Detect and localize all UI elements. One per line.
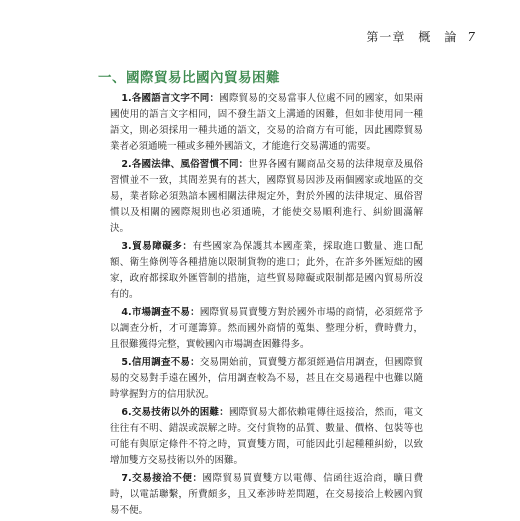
paragraph-heading: 3.貿易障礙多：: [121, 241, 193, 252]
paragraph-3: [110, 239, 423, 303]
body-text: [110, 91, 423, 521]
paragraph-text: 國際貿易買賣雙方對於國外市場的商情，必須經常予以調查分析，才可運籌算。然而國外商情的蒐集、整理分析，費時費力，且很難獲得完整，實較國內市場調查困難得多。: [110, 307, 423, 350]
paragraph-heading: 1.各國語言文字不同：: [121, 93, 220, 104]
paragraph-6: [110, 405, 423, 469]
paragraph-heading: 2.各國法律、風俗習慣不同：: [121, 159, 249, 170]
paragraph-text: 國際貿易大都依賴電傳往返接洽，然而，電文往往有不明、錯誤或誤解之時。交付貨物的品質、數量、價格、包裝等也可能有與原定條件不符之時，買賣雙方間，可能因此引起種種糾紛，以致增加雙方交易技術以外的困難。: [110, 407, 423, 466]
paragraph-1: [110, 91, 423, 155]
paragraph-text: 世界各國有關商品交易的法律規章及風俗習慣並不一致，其間差異有的甚大，國際貿易因涉及兩個國家或地區的交易，業者除必須熟諳本國相關法律規定外，對於外國的法律規定、風俗習慣以及相關的國際規則也必須通曉，才能使交易順利進行、糾紛圓滿解決。: [110, 159, 423, 234]
paragraph-heading: 6.交易技術以外的困難：: [121, 407, 229, 418]
paragraph-text: 國際貿易的交易當事人位處不同的國家，如果兩國使用的語言文字相同，固不發生語文上溝通的困難，但如非使用同一種語文，則必須採用一種共通的語文，交易的洽商方有可能，因此國際貿易業者必須通曉一種或多種外國語文，才能進行交易溝通的需要。: [110, 93, 423, 152]
paragraph-5: [110, 355, 423, 403]
paragraph-heading: 5.信用調查不易：: [121, 357, 200, 368]
paragraph-4: [110, 305, 423, 353]
chapter-title: 第一章 概 論: [366, 30, 458, 44]
paragraph-text: 有些國家為保護其本國產業，採取進口數量、進口配額、衛生條例等各種措施以限制貨物的進口；此外，在許多外匯短絀的國家，政府都採取外匯管制的措施，這些貿易障礙或限制都是國內貿易所沒有的。: [110, 241, 423, 300]
page-number: 7: [467, 30, 476, 44]
paragraph-7: [110, 471, 423, 519]
paragraph-2: [110, 157, 423, 237]
paragraph-text: 交易開始前，買賣雙方都須經過信用調查，但國際貿易的交易對手遠在國外，信用調查較為不易，甚且在交易過程中也難以隨時掌握對方的信用狀況。: [110, 357, 423, 400]
section-title: 一、國際貿易比國內貿易困難: [98, 70, 280, 86]
paragraph-heading: 4.市場調查不易：: [121, 307, 200, 318]
paragraph-heading: 7.交易接洽不便：: [121, 473, 203, 484]
paragraph-text: 國際貿易買賣雙方以電傳、信函往返洽商，曠日費時，以電話聯繫，所費頗多，且又牽涉時差問題，在交易接洽上較國內貿易不便。: [110, 473, 423, 516]
running-head: [366, 28, 476, 45]
